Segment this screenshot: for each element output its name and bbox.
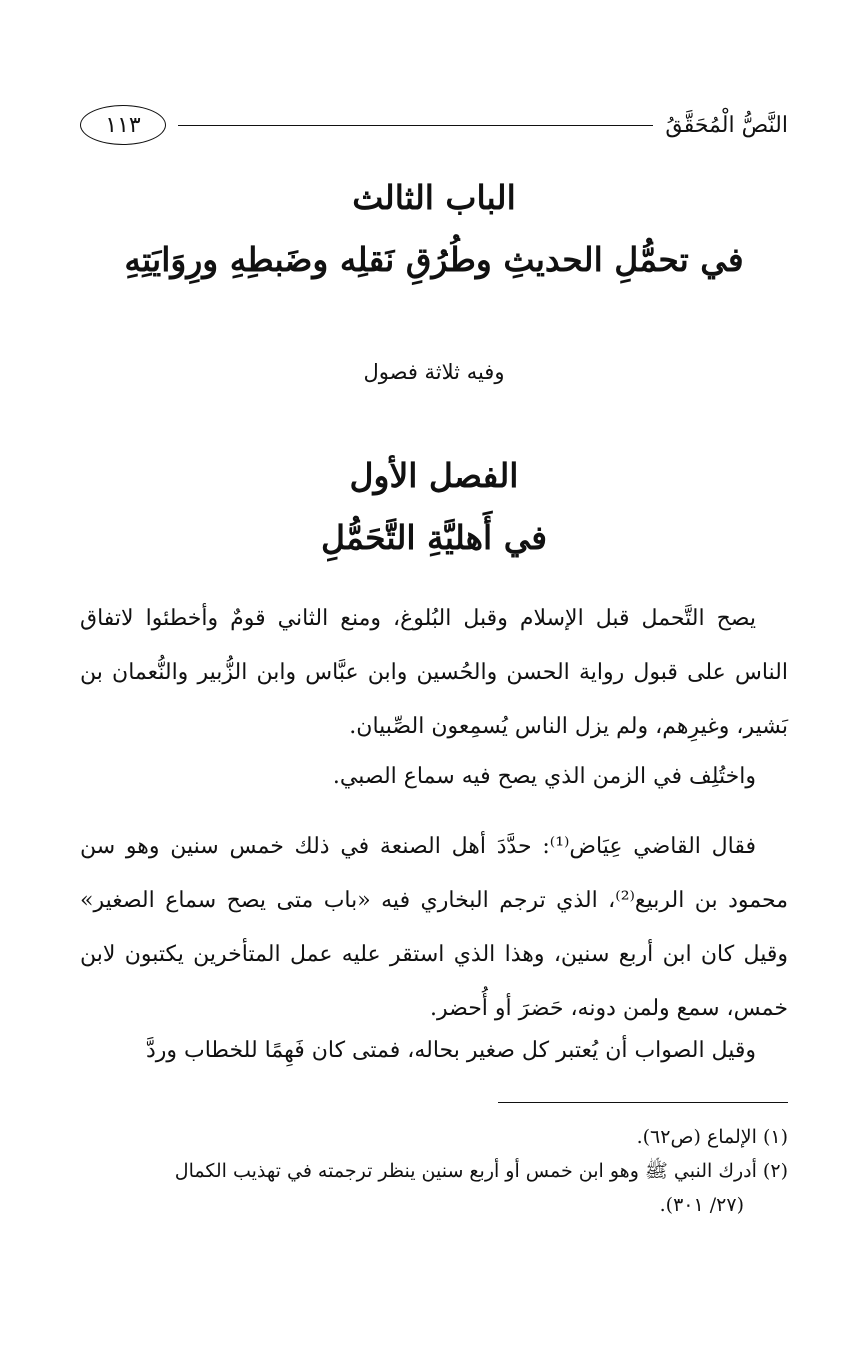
section-label: الفصل الأول	[349, 456, 519, 495]
footnotes	[80, 1120, 788, 1222]
footnote-separator	[498, 1102, 788, 1103]
running-header-title: النَّصُّ الْمُحَقَّقُ	[665, 112, 788, 138]
running-header	[80, 100, 788, 150]
footnote-1-text: (١) الإلماع (ص٦٢).	[636, 1126, 788, 1148]
chapter-title: في تحمُّلِ الحديثِ وطُرُقِ نَقلِه وضَبطِهِ ورِوَايَتِهِ	[124, 240, 744, 279]
paragraph-2: واختُلِف في الزمن الذي يصح فيه سماع الصبي.	[332, 764, 756, 789]
section-title: في أَهليَّةِ التَّحَمُّلِ	[321, 518, 547, 557]
paragraph-1: يصح التَّحمل قبل الإسلام وقبل البُلوغ، ومنع الثاني قومٌ وأخطئوا لاتفاق الناس على قبول رواية الحسن والحُسين وابن عبَّاس وابن الزُّبير والنُّعمان بن بَشير، وغيرِهم، ولم يزل الناس يُسمِعون الصِّبيان.	[80, 606, 788, 739]
paragraph-3: فقال القاضي عِيَاض⁽¹⁾: حدَّدَ أهل الصنعة في ذلك خمس سنين وهو سن محمود بن الربيع⁽²⁾، الذي ترجم البخاري فيه «باب متى يصح سماع الصغير» وقيل كان ابن أربع سنين، وهذا الذي استقر عليه عمل المتأخرين يكتبون لابن خمس، سمع ولمن دونه، حَضرَ أو أُحضر.	[80, 834, 788, 1021]
page-number: ١١٣	[80, 105, 166, 145]
paragraph-4: وقيل الصواب أن يُعتبر كل صغير بحاله، فمتى كان فَهِمًا للخطاب وردَّ	[145, 1038, 756, 1063]
footnote-1	[80, 1120, 788, 1154]
footnote-2-continuation: (٢٧/ ٣٠١).	[659, 1194, 744, 1216]
footnote-2-text: (٢) أدرك النبي ﷺ وهو ابن خمس أو أربع سنين ينظر ترجمته في تهذيب الكمال	[174, 1160, 788, 1182]
chapter-label: الباب الثالث	[352, 178, 516, 217]
footnote-2	[80, 1154, 788, 1222]
chapter-subtitle: وفيه ثلاثة فصول	[363, 360, 505, 384]
header-rule	[178, 125, 653, 126]
